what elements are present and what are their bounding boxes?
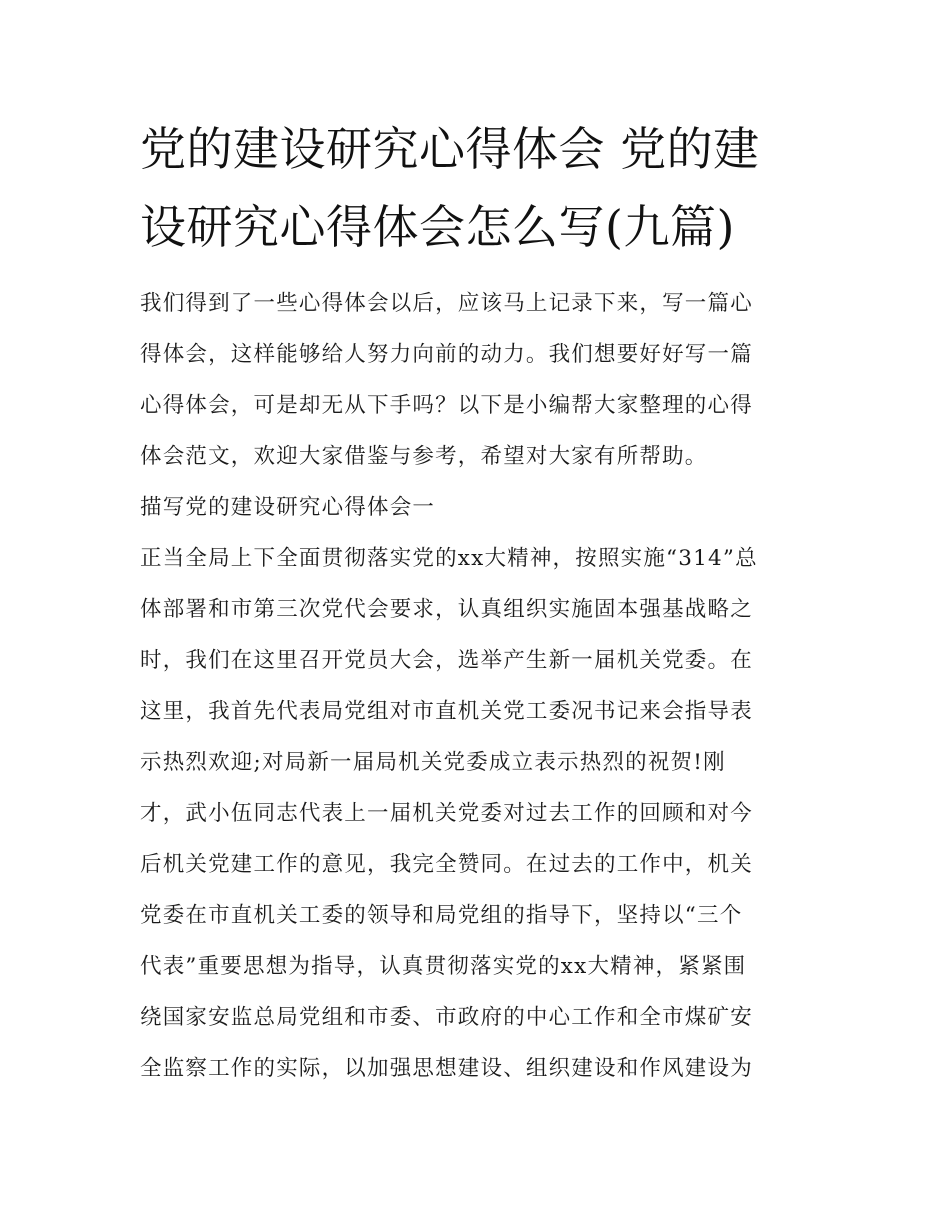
text-line: 党委在市直机关工委的领导和局党组的指导下，坚持以“三个 (140, 903, 743, 928)
text-line: 正当全局上下全面贯彻落实党的xx大精神，按照实施“314”总 (140, 546, 758, 571)
text-line: 时，我们在这里召开党员大会，选举产生新一届机关党委。在 (140, 648, 753, 673)
title-line: 设研究心得体会怎么写(九篇) (140, 200, 735, 254)
text-line: 得体会，这样能够给人努力向前的动力。我们想要好好写一篇 (140, 342, 753, 367)
document-title (140, 110, 812, 266)
text-line: 心得体会，可是却无从下手吗？以下是小编帮大家整理的心得 (140, 393, 753, 418)
text-line: 体会范文，欢迎大家借鉴与参考，希望对大家有所帮助。 (140, 444, 708, 469)
section-heading (140, 482, 812, 533)
text-line: 后机关党建工作的意见，我完全赞同。在过去的工作中，机关 (140, 852, 753, 877)
section-heading-text: 描写党的建设研究心得体会一 (140, 495, 436, 520)
body-paragraph (140, 533, 812, 1094)
intro-paragraph (140, 278, 812, 482)
text-line: 示热烈欢迎;对局新一届局机关党委成立表示热烈的祝贺!刚 (140, 750, 726, 775)
title-line: 党的建设研究心得体会 党的建 (140, 122, 760, 176)
document-page (140, 110, 812, 1094)
text-line: 绕国家安监总局党组和市委、市政府的中心工作和全市煤矿安 (140, 1005, 753, 1030)
document-body (140, 278, 812, 1094)
text-line: 我们得到了一些心得体会以后，应该马上记录下来，写一篇心 (140, 291, 753, 316)
text-line: 全监察工作的实际，以加强思想建设、组织建设和作风建设为 (140, 1056, 753, 1081)
text-line: 才，武小伍同志代表上一届机关党委对过去工作的回顾和对今 (140, 801, 753, 826)
text-line: 代表”重要思想为指导，认真贯彻落实党的xx大精神，紧紧围 (140, 954, 747, 979)
text-line: 这里，我首先代表局党组对市直机关党工委况书记来会指导表 (140, 699, 753, 724)
text-line: 体部署和市第三次党代会要求，认真组织实施固本强基战略之 (140, 597, 753, 622)
